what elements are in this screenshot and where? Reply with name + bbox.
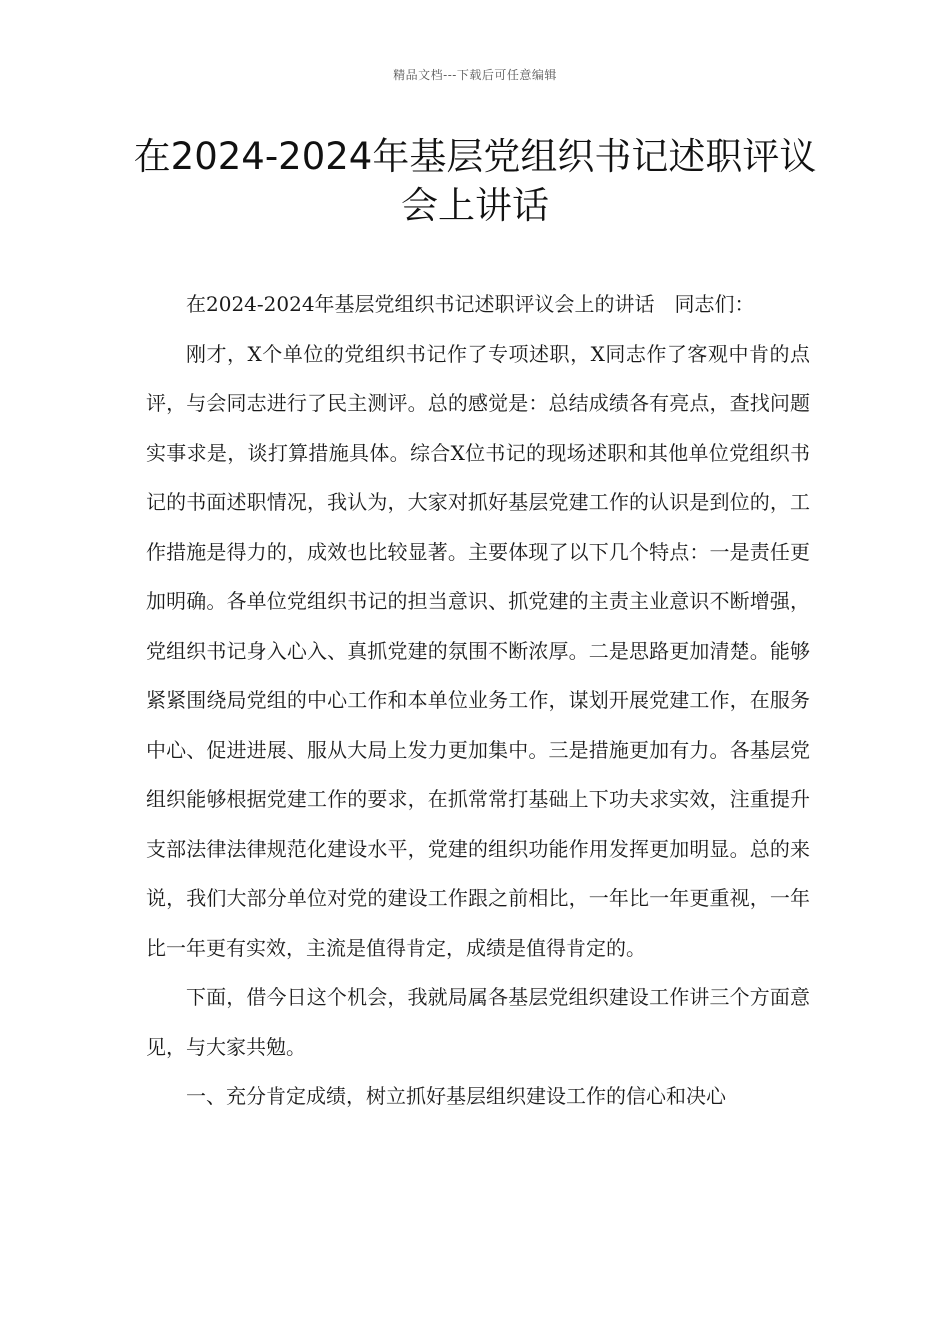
paragraph-review: 刚才，X个单位的党组织书记作了专项述职，X同志作了客观中肯的点评，与会同志进行了民主测评。总的感觉是：总结成绩各有亮点，查找问题实事求是，谈打算措施具体。综合X位书记的现场述职和其他单位党组织书记的书面述职情况，我认为，大家对抓好基层党建工作的认识是到位的，工作措施是得力的，成效也比较显著。主要体现了以下几个特点：一是责任更加明确。各单位党组织书记的担当意识、抓党建的主责主业意识不断增强，党组织书记身入心入、真抓党建的氛围不断浓厚。二是思路更加清楚。能够紧紧围绕局党组的中心工作和本单位业务工作，谋划开展党建工作，在服务中心、促进进展、服从大局上发力更加集中。三是措施更加有力。各基层党组织能够根据党建工作的要求，在抓常常打基础上下功夫求实效，注重提升支部法律法律规范化建设水平，党建的组织功能作用发挥更加明显。总的来说，我们大部分单位对党的建设工作跟之前相比，一年比一年更重视，一年比一年更有实效，主流是值得肯定，成绩是值得肯定的。 <box>146 341 810 960</box>
document-body <box>146 280 810 1122</box>
section-heading-one: 一、充分肯定成绩，树立抓好基层组织建设工作的信心和决心 <box>186 1084 726 1108</box>
paragraph-intro: 下面，借今日这个机会，我就局属各基层党组织建设工作讲三个方面意见，与大家共勉。 <box>146 985 810 1059</box>
header-note: 精品文档---下载后可任意编辑 <box>393 68 557 82</box>
page-title: 在2024-2024年基层党组织书记述职评议会上讲话 <box>133 135 817 227</box>
paragraph-greeting: 在2024-2024年基层党组织书记述职评议会上的讲话 同志们： <box>186 292 755 316</box>
